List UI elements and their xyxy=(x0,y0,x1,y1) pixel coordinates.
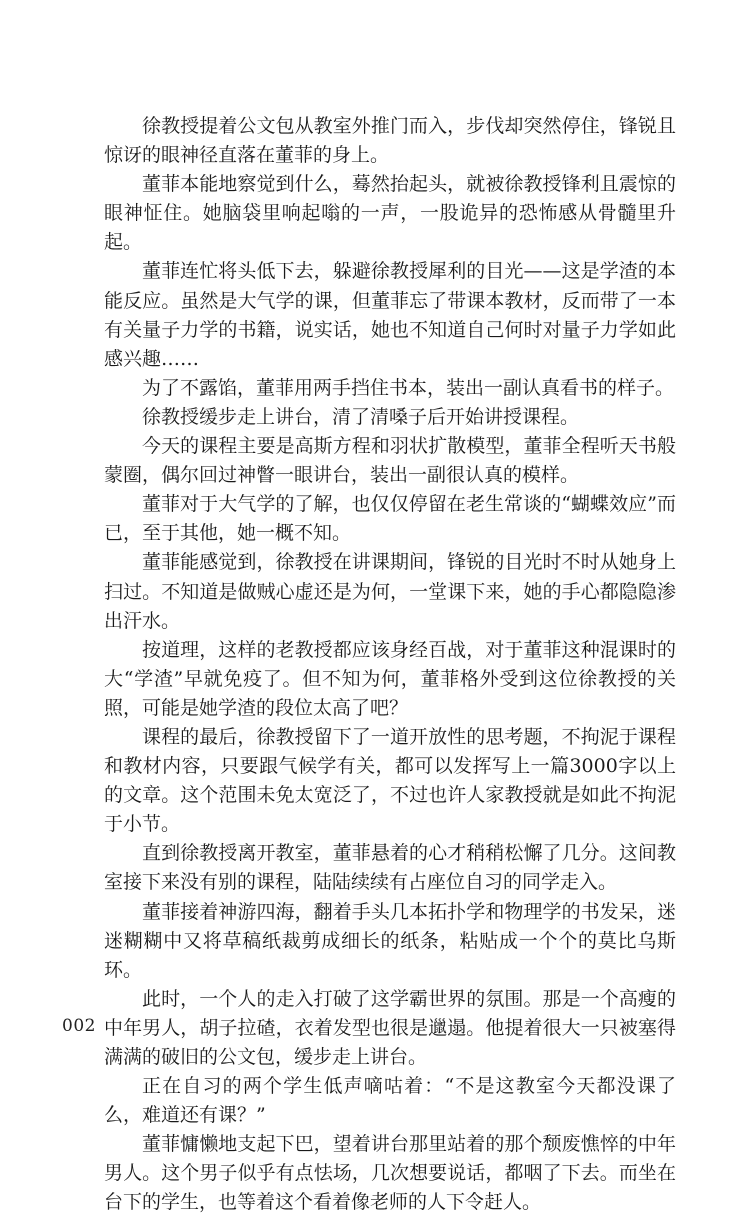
paragraph: 董菲连忙将头低下去，躲避徐教授犀利的目光——这是学渣的本能反应。虽然是大气学的课，但董菲忘了带课本教材，反而带了一本有关量子力学的书籍，说实话，她也不知道自己何时对量子力学如此感兴趣…… xyxy=(104,260,676,370)
paragraph: 课程的最后，徐教授留下了一道开放性的思考题，不拘泥于课程和教材内容，只要跟气候学有关，都可以发挥写上一篇3000字以上的文章。这个范围未免太宽泛了，不过也许人家教授就是如此不拘泥于小节。 xyxy=(104,725,676,836)
paragraph: 此时，一个人的走入打破了这学霸世界的氛围。那是一个高瘦的中年男人，胡子拉碴，衣着发型也很是邋遢。他提着很大一只被塞得满满的破旧的公文包，缓步走上讲台。 xyxy=(104,987,676,1068)
paragraph: 徐教授缓步走上讲台，清了清嗓子后开始讲授课程。 xyxy=(142,405,580,428)
paragraph: 董菲接着神游四海，翻着手头几本拓扑学和物理学的书发呆，迷迷糊糊中又将草稿纸裁剪成细长的纸条，粘贴成一个个的莫比乌斯环。 xyxy=(104,900,676,981)
paragraph: 董菲对于大气学的了解，也仅仅停留在老生常谈的“蝴蝶效应”而已，至于其他，她一概不知。 xyxy=(104,493,676,545)
paragraph: 董菲能感觉到，徐教授在讲课期间，锋锐的目光时不时从她身上扫过。不知道是做贼心虚还是为何，一堂课下来，她的手心都隐隐渗出汗水。 xyxy=(104,551,676,632)
paragraph: 为了不露馅，董菲用两手挡住书本，装出一副认真看书的样子。 xyxy=(142,376,675,399)
paragraph: 正在自习的两个学生低声嘀咕着：“不是这教室今天都没课了么，难道还有课？” xyxy=(104,1075,676,1127)
paragraph: 董菲慵懒地支起下巴，望着讲台那里站着的那个颓废憔悴的中年男人。这个男子似乎有点怯场，几次想要说话，都咽了下去。而坐在台下的学生，也等着这个看着像老师的人下令赶人。 xyxy=(104,1133,676,1214)
paragraph: 徐教授提着公文包从教室外推门而入，步伐却突然停住，锋锐且惊讶的眼神径直落在董菲的身上。 xyxy=(104,115,676,167)
body-text xyxy=(104,112,676,1218)
paragraph: 今天的课程主要是高斯方程和羽状扩散模型，董菲全程听天书般蒙圈，偶尔回过神瞥一眼讲台，装出一副很认真的模样。 xyxy=(104,435,676,487)
paragraph: 董菲本能地察觉到什么，蓦然抬起头，就被徐教授锋利且震惊的眼神怔住。她脑袋里响起嗡的一声，一股诡异的恐怖感从骨髓里升起。 xyxy=(104,173,676,254)
page-number: 002 xyxy=(62,1016,96,1036)
paragraph: 直到徐教授离开教室，董菲悬着的心才稍稍松懈了几分。这间教室接下来没有别的课程，陆陆续续有占座位自习的同学走入。 xyxy=(104,842,676,894)
paragraph: 按道理，这样的老教授都应该身经百战，对于董菲这种混课时的大“学渣”早就免疫了。但不知为何，董菲格外受到这位徐教授的关照，可能是她学渣的段位太高了吧？ xyxy=(104,638,676,719)
